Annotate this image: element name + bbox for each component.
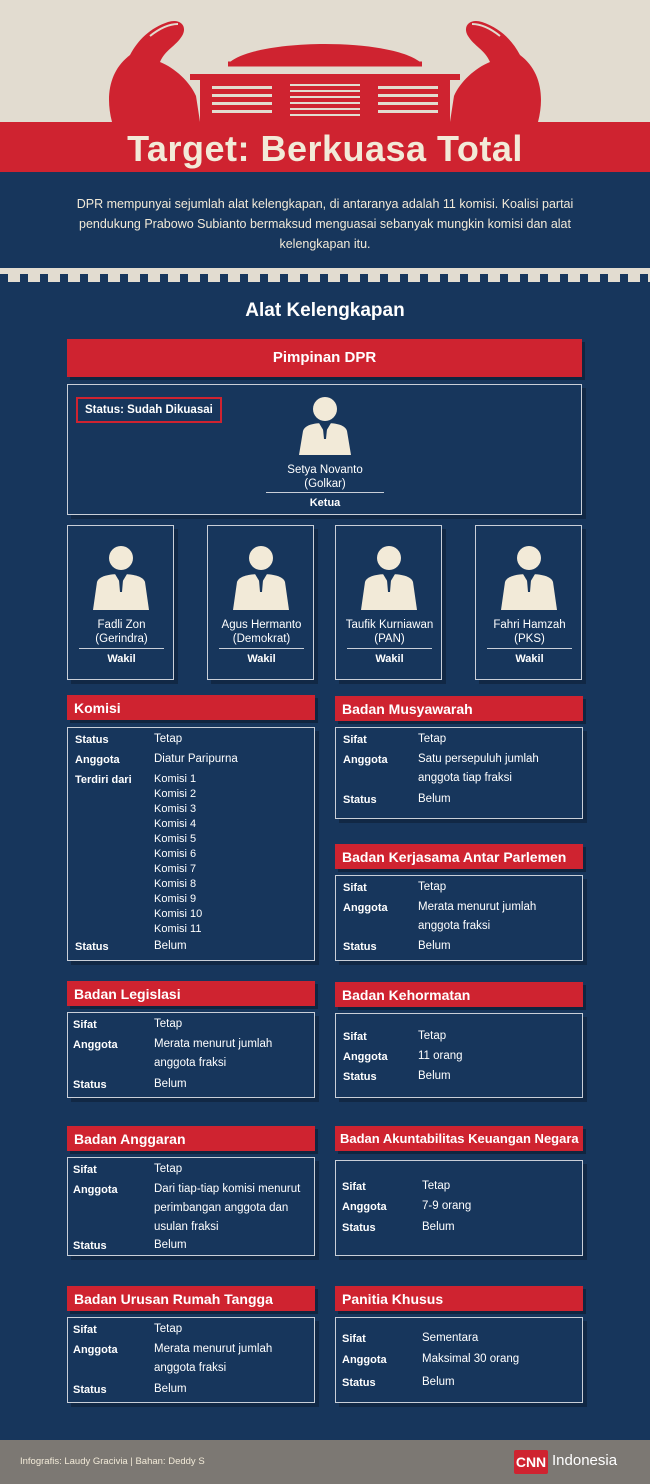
label-sifat: Sifat (73, 1019, 97, 1031)
wakil-role: Wakil (107, 653, 136, 665)
person-icon (231, 544, 291, 610)
legislasi-header (67, 981, 315, 1006)
label-terdiri: Terdiri dari (75, 774, 132, 786)
wakil-box-4 (475, 525, 582, 680)
label-sifat: Sifat (342, 1333, 366, 1345)
legislasi-title: Badan Legislasi (74, 986, 181, 1002)
pansus-box (335, 1317, 583, 1403)
value-anggota: 7-9 orang (422, 1200, 472, 1212)
value-sifat: Tetap (418, 1030, 447, 1042)
label-status: Status (342, 1222, 376, 1234)
title-banner (0, 122, 650, 172)
kehormatan-title: Badan Kehormatan (342, 987, 471, 1003)
value-sifat: Tetap (418, 881, 447, 893)
value-status: Belum (154, 940, 187, 952)
musyawarah-header (335, 696, 583, 721)
divider (79, 648, 164, 649)
value-status: Belum (422, 1221, 455, 1233)
akuntabilitas-title: Badan Akuntabilitas Keuangan Negara (340, 1131, 579, 1146)
value-sifat: Tetap (154, 1163, 183, 1175)
pimpinan-header (67, 339, 582, 377)
wakil-role: Wakil (247, 653, 276, 665)
value-anggota: Maksimal 30 orang (422, 1353, 520, 1365)
label-sifat: Sifat (342, 1181, 366, 1193)
ketua-role: Ketua (309, 497, 341, 509)
value-status: Belum (154, 1078, 187, 1090)
label-anggota: Anggota (342, 1354, 387, 1366)
pansus-header (335, 1286, 583, 1311)
wakil-party: (PKS) (514, 633, 545, 645)
divider (266, 492, 384, 493)
akuntabilitas-header (335, 1126, 583, 1151)
value-anggota: Satu persepuluh jumlah anggota tiap fraksi (418, 753, 539, 784)
value-status: Belum (418, 1070, 451, 1082)
value-anggota: Merata menurut jumlah anggota fraksi (154, 1038, 273, 1069)
wakil-role: Wakil (515, 653, 544, 665)
anggaran-box (67, 1157, 315, 1256)
value-status: Belum (418, 940, 451, 952)
kehormatan-box (335, 1013, 583, 1098)
list-item: Komisi 1 (154, 773, 197, 785)
divider (347, 648, 432, 649)
wakil-name: Agus Hermanto (221, 619, 302, 631)
status-tag: Status: Sudah Dikuasai (76, 397, 222, 423)
label-status: Status (75, 734, 109, 746)
list-item: Komisi 9 (154, 893, 197, 905)
label-anggota: Anggota (342, 1201, 387, 1213)
person-icon (295, 395, 355, 455)
wakil-card (336, 544, 443, 674)
anggaran-header (67, 1126, 315, 1151)
wakil-party: (Demokrat) (232, 633, 291, 645)
anggaran-title: Badan Anggaran (74, 1131, 186, 1147)
rumahtangga-header (67, 1286, 315, 1311)
kehormatan-header (335, 982, 583, 1007)
label-anggota: Anggota (73, 1184, 118, 1196)
legislasi-box (67, 1012, 315, 1098)
wakil-role: Wakil (375, 653, 404, 665)
label-status: Status (343, 794, 377, 806)
wakil-card (208, 544, 315, 674)
value-anggota: Merata menurut jumlah anggota fraksi (418, 901, 537, 932)
brand-name: Indonesia (552, 1452, 618, 1469)
person-icon (359, 544, 419, 610)
wakil-card (476, 544, 583, 674)
wakil-party: (Gerindra) (95, 633, 148, 645)
cnn-mark: CNN (514, 1450, 548, 1474)
ketua-party: (Golkar) (304, 478, 346, 490)
list-item: Komisi 3 (154, 803, 197, 815)
cnn-logo (514, 1448, 634, 1476)
komisi-list (154, 772, 202, 937)
label-anggota: Anggota (73, 1344, 118, 1356)
label-status: Status (73, 1240, 107, 1252)
pansus-title: Panitia Khusus (342, 1291, 444, 1307)
parliament-muscle-icon (0, 0, 650, 122)
label-sifat: Sifat (343, 882, 367, 894)
wakil-box-3 (335, 525, 442, 680)
kerjasama-box (335, 875, 583, 961)
komisi-title: Komisi (74, 700, 121, 716)
value-status: Belum (422, 1376, 455, 1388)
label-sifat: Sifat (343, 734, 367, 746)
label-anggota: Anggota (75, 754, 120, 766)
label-status: Status (342, 1377, 376, 1389)
person-icon (499, 544, 559, 610)
wakil-name: Fadli Zon (97, 619, 146, 631)
section-title: Alat Kelengkapan (245, 300, 405, 321)
label-status: Status (343, 1071, 377, 1083)
wakil-party: (PAN) (374, 633, 405, 645)
akuntabilitas-box (335, 1160, 583, 1256)
decorative-stripe (0, 268, 650, 282)
label-anggota: Anggota (343, 754, 388, 766)
person-icon (91, 544, 151, 610)
ketua-name: Setya Novanto (287, 464, 363, 476)
value-anggota: Merata menurut jumlah anggota fraksi (154, 1343, 273, 1374)
label-sifat: Sifat (73, 1324, 97, 1336)
value-anggota: Dari tiap-tiap komisi menurut perimbangan anggota dan usulan fraksi (154, 1183, 301, 1233)
list-item: Komisi 6 (154, 848, 197, 860)
label-status: Status (75, 941, 109, 953)
credit-text: Infografis: Laudy Gracivia | Bahan: Deddy S (20, 1456, 205, 1467)
value-anggota: Diatur Paripurna (154, 753, 238, 765)
pimpinan-title: Pimpinan DPR (272, 349, 377, 366)
list-item: Komisi 4 (154, 818, 197, 830)
rumahtangga-title: Badan Urusan Rumah Tangga (74, 1291, 273, 1307)
header-illustration (0, 0, 650, 122)
wakil-box-1 (67, 525, 174, 680)
komisi-header (67, 695, 315, 720)
label-status: Status (73, 1384, 107, 1396)
wakil-card (68, 544, 175, 674)
value-status: Belum (154, 1239, 187, 1251)
list-item: Komisi 5 (154, 833, 197, 845)
wakil-name: Taufik Kurniawan (345, 619, 434, 631)
label-status: Status (343, 941, 377, 953)
value-sifat: Tetap (154, 1018, 183, 1030)
value-anggota: 11 orang (418, 1050, 463, 1062)
value-sifat: Tetap (154, 1323, 183, 1335)
value-sifat: Tetap (418, 733, 447, 745)
rumahtangga-box (67, 1317, 315, 1403)
label-sifat: Sifat (343, 1031, 367, 1043)
kerjasama-header (335, 844, 583, 869)
wakil-box-2 (207, 525, 314, 680)
value-sifat: Tetap (422, 1180, 451, 1192)
value-status: Belum (418, 793, 451, 805)
label-anggota: Anggota (73, 1039, 118, 1051)
value-status: Tetap (154, 733, 183, 745)
value-sifat: Sementara (422, 1332, 479, 1344)
label-anggota: Anggota (343, 1051, 388, 1063)
value-status: Belum (154, 1383, 187, 1395)
label-anggota: Anggota (343, 902, 388, 914)
divider (487, 648, 572, 649)
page-title: Target: Berkuasa Total (127, 128, 523, 169)
wakil-name: Fahri Hamzah (493, 619, 566, 631)
list-item: Komisi 2 (154, 788, 197, 800)
musyawarah-box (335, 727, 583, 819)
ketua-card (266, 393, 384, 513)
intro-text: DPR mempunyai sejumlah alat kelengkapan, di antaranya adalah 11 komisi. Koalisi partai pendukung Prabowo Subianto bermaksud menguasai sebanyak mungkin komisi dan alat kelengkapan itu. (76, 197, 574, 251)
label-status: Status (73, 1079, 107, 1091)
intro-section (0, 172, 650, 268)
footer (0, 1440, 650, 1484)
komisi-box (67, 727, 315, 961)
list-item: Komisi 11 (154, 923, 202, 935)
list-item: Komisi 8 (154, 878, 197, 890)
list-item: Komisi 10 (154, 908, 203, 920)
musyawarah-title: Badan Musyawarah (342, 701, 473, 717)
label-sifat: Sifat (73, 1164, 97, 1176)
divider (219, 648, 304, 649)
ketua-box (67, 384, 582, 515)
kerjasama-title: Badan Kerjasama Antar Parlemen (342, 849, 567, 865)
list-item: Komisi 7 (154, 863, 197, 875)
